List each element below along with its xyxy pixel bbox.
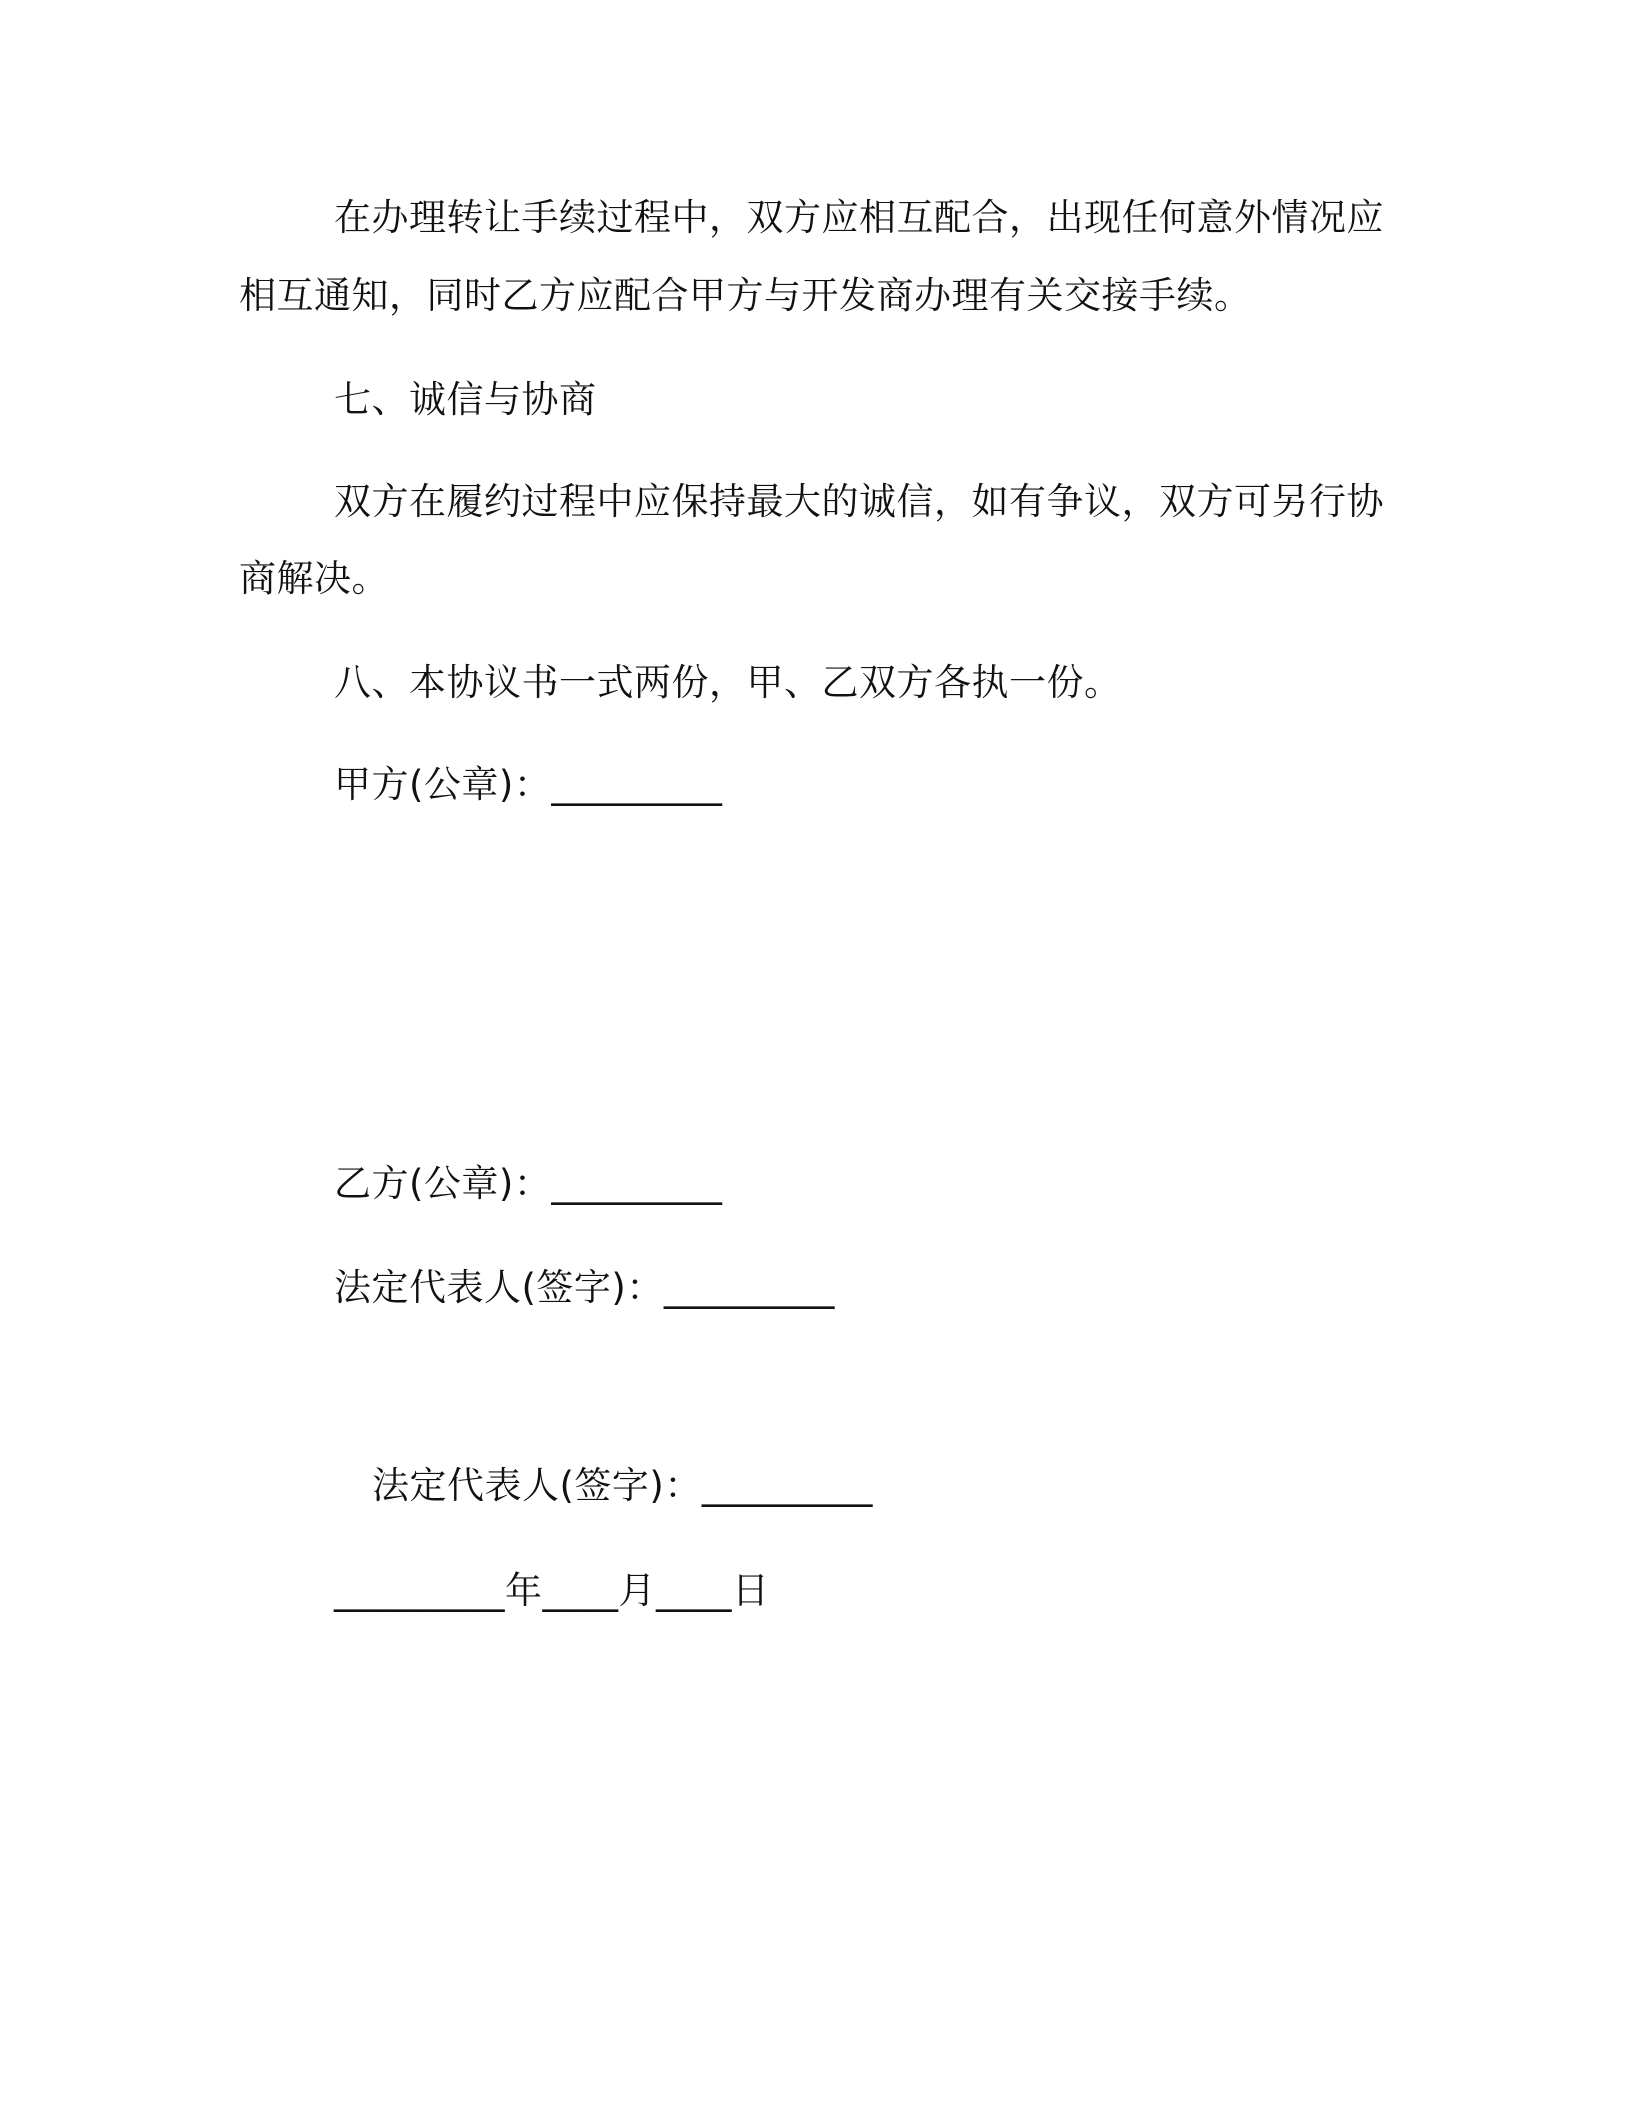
signing-date: _________年____月____日 [334,1569,770,1612]
legal-representative-signature-2: 法定代表人(签字)：_________ [372,1464,873,1507]
legal-representative-signature-1: 法定代表人(签字)：_________ [334,1266,835,1309]
transfer-paragraph-line-2: 相互通知，同时乙方应配合甲方与开发商办理有关交接手续。 [239,274,1252,317]
party-b-seal: 乙方(公章)：_________ [334,1162,723,1205]
party-a-seal: 甲方(公章)：_________ [334,763,723,806]
section-7-heading: 七、诚信与协商 [334,378,597,421]
section-8-text: 八、本协议书一式两份，甲、乙双方各执一份。 [334,661,1122,704]
transfer-paragraph-line-1: 在办理转让手续过程中，双方应相互配合，出现任何意外情况应 [334,196,1384,239]
section-7-line-2: 商解决。 [239,557,389,600]
section-7-line-1: 双方在履约过程中应保持最大的诚信，如有争议，双方可另行协 [334,480,1384,523]
